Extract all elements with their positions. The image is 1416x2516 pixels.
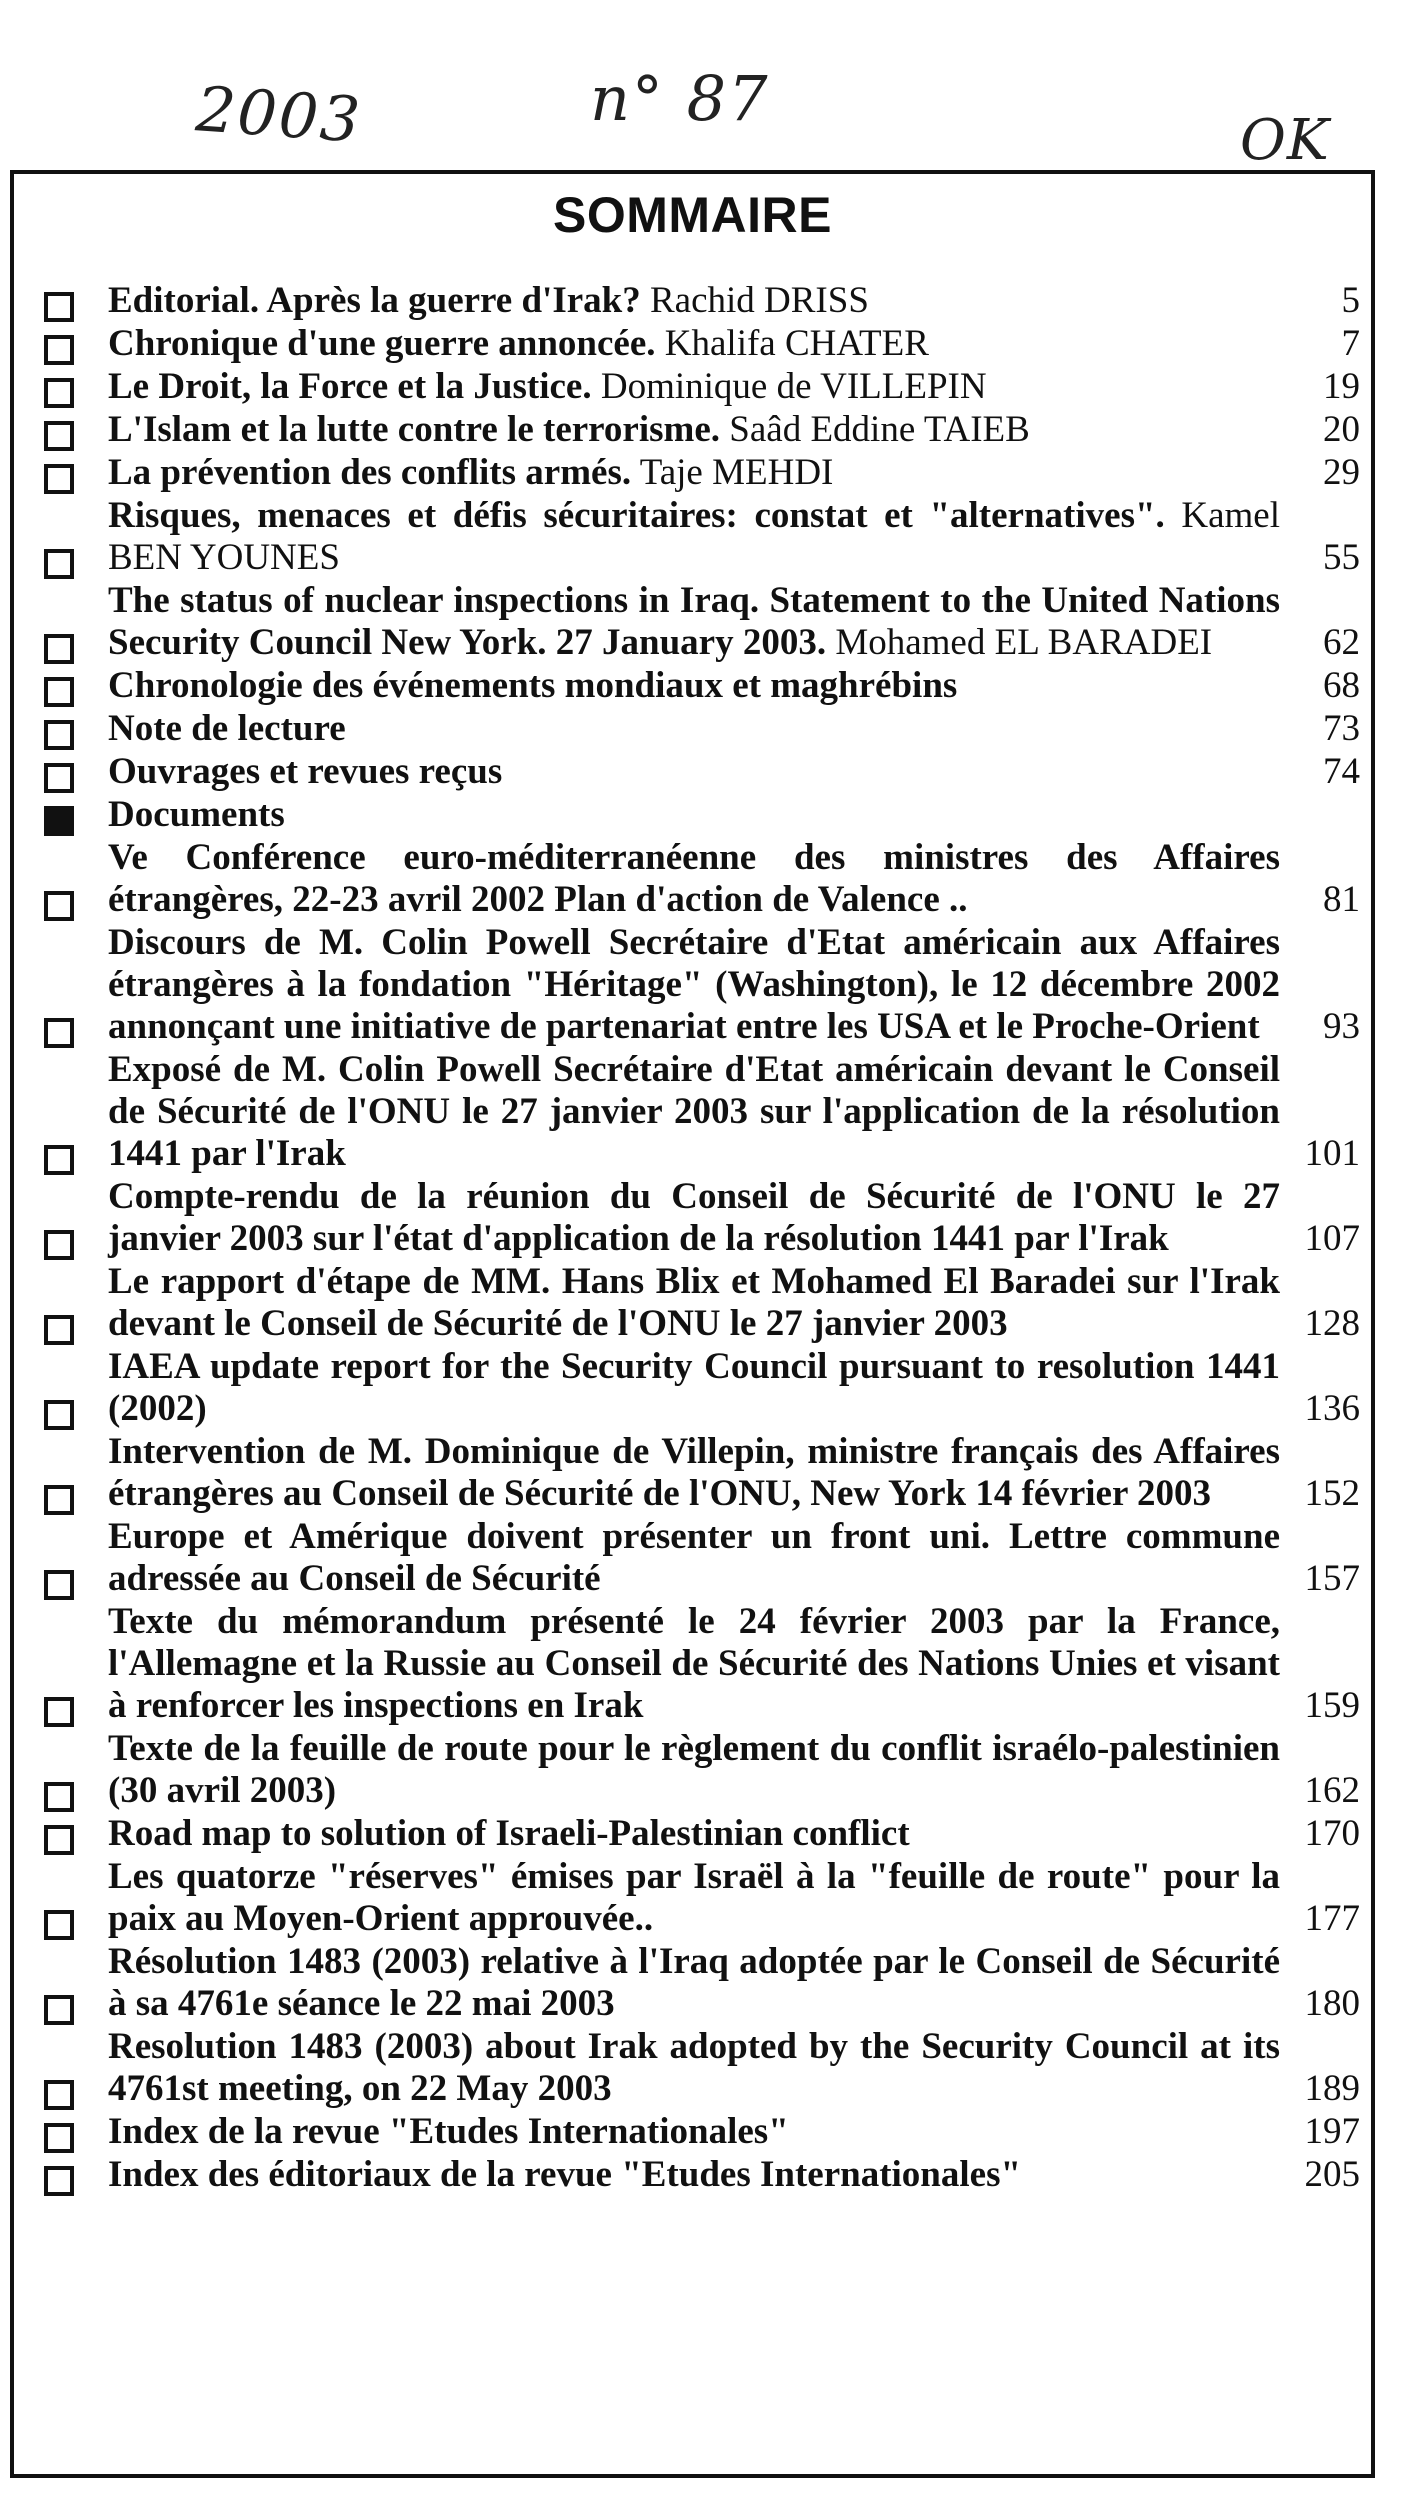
checkbox-bullet-icon [44,1825,74,1855]
toc-entry-text [108,1346,1280,1430]
checkbox-bullet-icon [44,720,74,750]
handwritten-issue-number: n° 87 [590,62,770,135]
toc-entry-text [108,922,1280,1048]
checkbox-bullet-icon [44,634,74,664]
toc-entry [30,323,1360,365]
toc-entry-text [108,452,1280,494]
checkbox-bullet-icon [44,1018,74,1048]
toc-entry-page-number: 73 [1323,708,1360,749]
toc-entry-page-number: 136 [1304,1388,1360,1429]
checkbox-bullet-icon [44,2166,74,2196]
toc-entry-text [108,1049,1280,1175]
handwritten-year: 2003 [193,72,365,157]
toc-entry [30,708,1360,750]
page-title: SOMMAIRE [553,187,832,243]
checkbox-bullet-icon [44,891,74,921]
toc-entry-title: Editorial. Après la guerre d'Irak? [108,280,641,321]
handwritten-ok-mark: OK [1240,108,1330,173]
checkbox-bullet-icon [44,378,74,408]
checkbox-bullet-icon [44,1400,74,1430]
toc-entry [30,1941,1360,2025]
toc-entry-page-number: 180 [1304,1983,1360,2024]
toc-entry-title: Intervention de M. Dominique de Villepin, ministre français des Affaires étrangères au Conseil de Sécurité de l'ONU, New York 14 février 2003 [108,1431,1280,1514]
toc-entry-page-number: 162 [1304,1770,1360,1811]
checkbox-bullet-icon [44,2080,74,2110]
filled-square-bullet-icon [44,806,74,836]
toc-entry-author: Dominique de VILLEPIN [600,366,987,407]
toc-entry-author: Kamel BEN YOUNES [108,495,1280,578]
toc-entry-page-number: 197 [1304,2111,1360,2152]
toc-entry-page-number: 101 [1304,1133,1360,1174]
checkbox-bullet-icon [44,677,74,707]
toc-entry [30,1431,1360,1515]
toc-entry-title: Index des éditoriaux de la revue "Etudes Internationales" [108,2154,1022,2195]
toc-entry-text [108,665,1280,707]
toc-entry-page-number: 55 [1323,537,1360,578]
toc-entry-page-number: 177 [1304,1898,1360,1939]
toc-entry-text [108,495,1280,579]
toc-entry-title: La prévention des conflits armés. [108,452,632,493]
toc-entry-page-number: 107 [1304,1218,1360,1259]
checkbox-bullet-icon [44,1782,74,1812]
checkbox-bullet-icon [44,1315,74,1345]
toc-entry-page-number: 62 [1323,622,1360,663]
toc-entry-text [108,1431,1280,1515]
toc-entry-title: L'Islam et la lutte contre le terrorisme. [108,409,721,450]
toc-entry-title: Compte-rendu de la réunion du Conseil de Sécurité de l'ONU le 27 janvier 2003 sur l'état d'application de la résolution 1441 par l'Irak [108,1176,1280,1259]
checkbox-bullet-icon [44,1230,74,1260]
toc-entry-page-number: 81 [1323,879,1360,920]
toc-entry-author: Taje MEHDI [639,452,834,493]
checkbox-bullet-icon [44,464,74,494]
toc-entry-page-number: 7 [1341,323,1360,364]
toc-entry [30,2026,1360,2110]
toc-entry-page-number: 205 [1304,2154,1360,2195]
toc-entry-text [108,2026,1280,2110]
toc-entry [30,1813,1360,1855]
toc-entry-title: IAEA update report for the Security Council pursuant to resolution 1441 (2002) [108,1346,1280,1429]
toc-entry-title: Europe et Amérique doivent présenter un front uni. Lettre commune adressée au Conseil de Sécurité [108,1516,1280,1599]
toc-entry-title: Exposé de M. Colin Powell Secrétaire d'Etat américain devant le Conseil de Sécurité de l'ONU le 27 janvier 2003 sur l'application de la résolution 1441 par l'Irak [108,1049,1280,1174]
checkbox-bullet-icon [44,1485,74,1515]
toc-entry-page-number: 68 [1323,665,1360,706]
toc-entry [30,2154,1360,2196]
toc-entry-title: Les quatorze "réserves" émises par Israël à la "feuille de route" pour la paix au Moyen-Orient approuvée.. [108,1856,1280,1939]
checkbox-bullet-icon [44,1697,74,1727]
toc-entry [30,1049,1360,1175]
checkbox-bullet-icon [44,1995,74,2025]
toc-entry [30,1601,1360,1727]
toc-entry-author: Saâd Eddine TAIEB [729,409,1030,450]
toc-entry [30,1176,1360,1260]
toc-entry-title: The status of nuclear inspections in Iraq. Statement to the United Nations Security Council New York. 27 January 2003. [108,580,1280,663]
toc-entry [30,1856,1360,1940]
toc-entry-text [108,323,1280,365]
toc-entry-text [108,751,1280,793]
toc-entry-title: Road map to solution of Israeli-Palestinian conflict [108,1813,910,1854]
toc-entry-page-number: 20 [1323,409,1360,450]
toc-entry-text [108,1601,1280,1727]
toc-entry-page-number: 159 [1304,1685,1360,1726]
toc-entry-title: Resolution 1483 (2003) about Irak adopted by the Security Council at its 4761st meeting, on 22 May 2003 [108,2026,1280,2109]
checkbox-bullet-icon [44,335,74,365]
toc-entry-author: Khalifa CHATER [664,323,929,364]
toc-entry-page-number: 19 [1323,366,1360,407]
toc-entry [30,1261,1360,1345]
toc-entry-title: Documents [108,794,285,835]
toc-entry-text [108,1261,1280,1345]
toc-entry [30,922,1360,1048]
toc-entry-title: Discours de M. Colin Powell Secrétaire d'Etat américain aux Affaires étrangères à la fondation "Héritage" (Washington), le 12 décembre 2002 annonçant une initiative de partenariat entre les USA et le Proche-Orient [108,922,1280,1047]
toc-entry-text [108,2154,1280,2196]
toc-entry-page-number: 93 [1323,1006,1360,1047]
toc-entry-text [108,837,1280,921]
toc-entry [30,495,1360,579]
toc-entry-title: Risques, menaces et défis sécuritaires: constat et "alternatives". [108,495,1165,536]
checkbox-bullet-icon [44,421,74,451]
toc-entry-text [108,580,1280,664]
toc-entry-text [108,1516,1280,1600]
checkbox-bullet-icon [44,763,74,793]
toc-entry-text [108,409,1280,451]
toc-entry-title: Le Droit, la Force et la Justice. [108,366,592,407]
toc-entry-text [108,1176,1280,1260]
toc-entry [30,1728,1360,1812]
toc-entry-title: Texte du mémorandum présenté le 24 février 2003 par la France, l'Allemagne et la Russie au Conseil de Sécurité des Nations Unies et visant à renforcer les inspections en Irak [108,1601,1280,1726]
toc-entry [30,452,1360,494]
toc-entry-author: Rachid DRISS [649,280,869,321]
checkbox-bullet-icon [44,1570,74,1600]
toc-entry-author: Mohamed EL BARADEI [835,622,1213,663]
toc-entry [30,1516,1360,1600]
toc-entry [30,1346,1360,1430]
toc-entry-title: Note de lecture [108,708,346,749]
toc-entry-page-number: 189 [1304,2068,1360,2109]
checkbox-bullet-icon [44,549,74,579]
toc-entry-title: Résolution 1483 (2003) relative à l'Iraq adoptée par le Conseil de Sécurité à sa 4761e séance le 22 mai 2003 [108,1941,1280,2024]
toc-entry-page-number: 128 [1304,1303,1360,1344]
toc-entry [30,409,1360,451]
toc-entry-page-number: 170 [1304,1813,1360,1854]
table-of-contents [30,280,1360,2197]
toc-entry [30,751,1360,793]
toc-entry [30,837,1360,921]
toc-entry [30,665,1360,707]
toc-entry-text [108,280,1280,322]
toc-entry-title: Le rapport d'étape de MM. Hans Blix et Mohamed El Baradei sur l'Irak devant le Conseil de Sécurité de l'ONU le 27 janvier 2003 [108,1261,1280,1344]
checkbox-bullet-icon [44,2123,74,2153]
toc-entry-page-number: 74 [1323,751,1360,792]
toc-entry-title: Ouvrages et revues reçus [108,751,503,792]
toc-entry [30,280,1360,322]
toc-entry-text [108,1728,1280,1812]
toc-entry [30,794,1360,836]
toc-entry-page-number: 5 [1341,280,1360,321]
toc-entry-title: Ve Conférence euro-méditerranéenne des ministres des Affaires étrangères, 22-23 avril 2002 Plan d'action de Valence .. [108,837,1280,920]
toc-entry-text [108,366,1280,408]
toc-entry-text [108,708,1280,750]
toc-entry-title: Chronique d'une guerre annoncée. [108,323,656,364]
toc-entry [30,2111,1360,2153]
toc-entry-title: Index de la revue "Etudes Internationales" [108,2111,789,2152]
checkbox-bullet-icon [44,292,74,322]
checkbox-bullet-icon [44,1910,74,1940]
toc-entry-text [108,2111,1280,2153]
toc-entry-page-number: 157 [1304,1558,1360,1599]
toc-entry-title: Texte de la feuille de route pour le règlement du conflit israélo-palestinien (30 avril 2003) [108,1728,1280,1811]
toc-entry-page-number: 152 [1304,1473,1360,1514]
toc-entry-text [108,1856,1280,1940]
toc-entry-text [108,1813,1280,1855]
checkbox-bullet-icon [44,1145,74,1175]
toc-entry-page-number: 29 [1323,452,1360,493]
toc-entry-text [108,1941,1280,2025]
toc-entry-text [108,794,1280,836]
toc-entry-title: Chronologie des événements mondiaux et maghrébins [108,665,958,706]
toc-entry [30,366,1360,408]
toc-entry [30,580,1360,664]
